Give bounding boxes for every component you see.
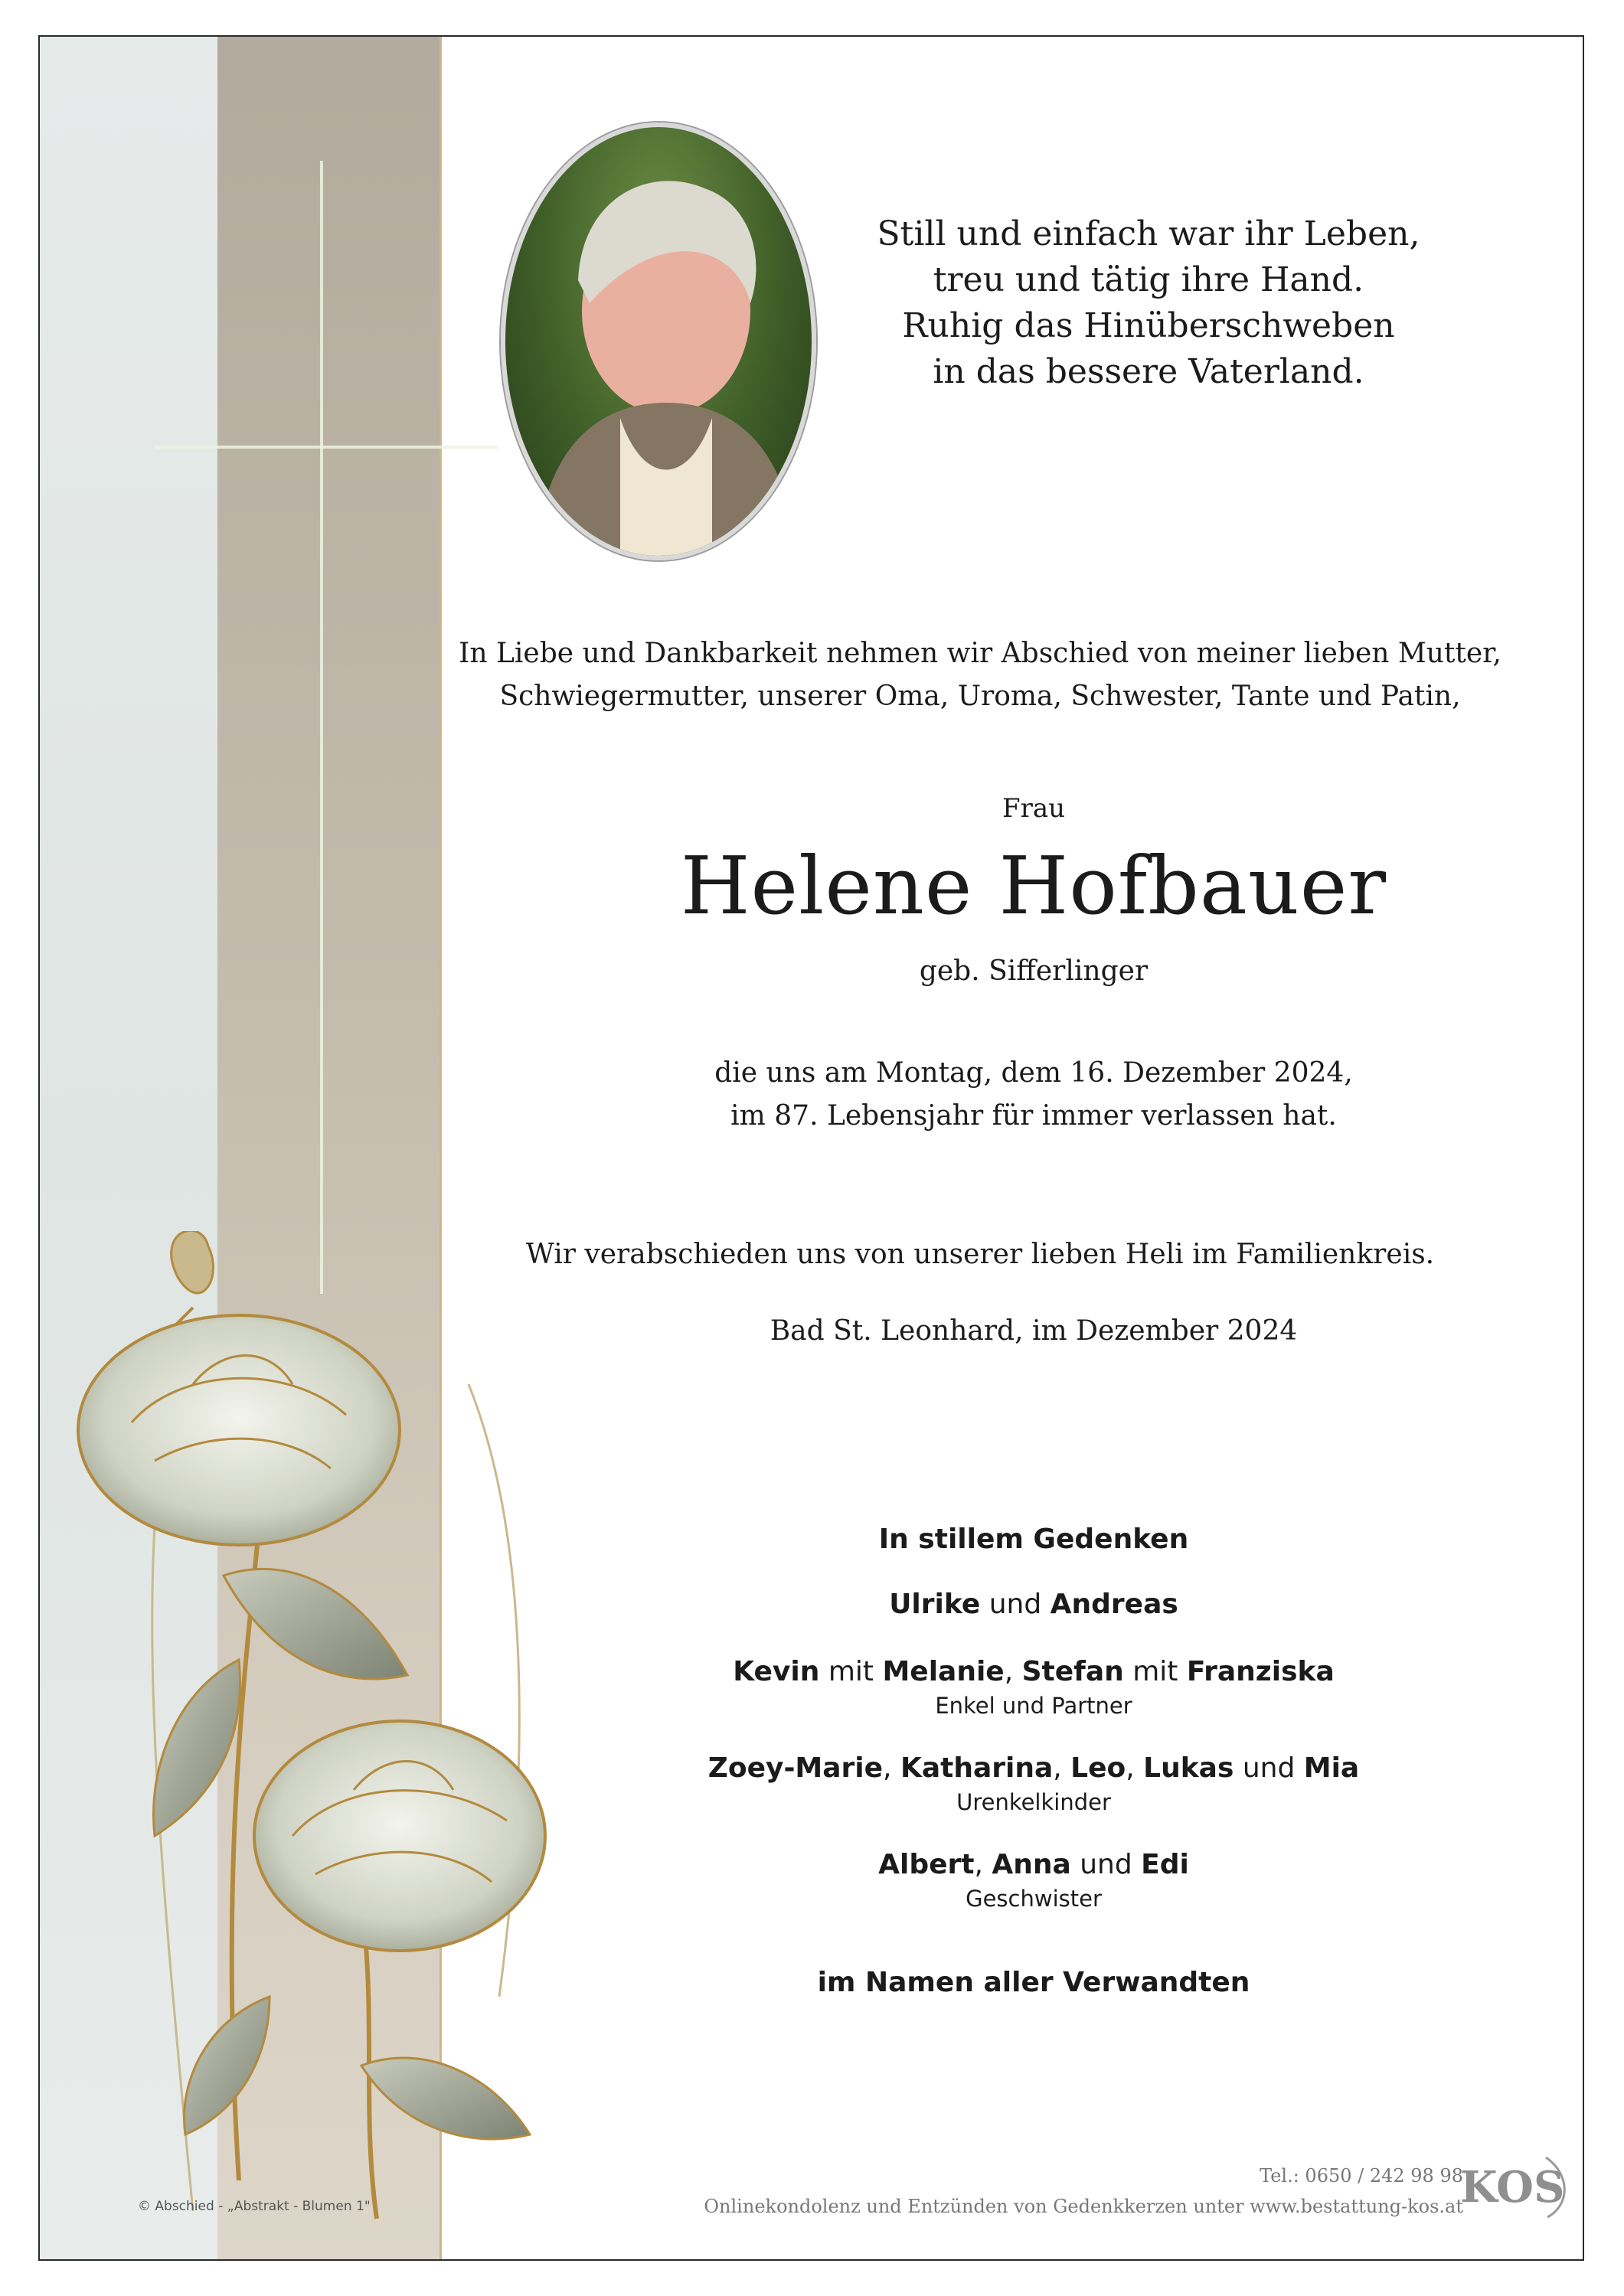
mourner-connector: und xyxy=(1070,1849,1142,1880)
mourner-group xyxy=(536,1846,1531,1913)
contact-info xyxy=(704,2160,1463,2222)
mourner-name: Katharina xyxy=(900,1752,1054,1784)
intro-line: In Liebe und Dankbarkeit nehmen wir Abschied von meiner lieben Mutter, xyxy=(459,638,1501,669)
mourner-group xyxy=(536,1653,1531,1720)
mourner-name: Ulrike xyxy=(889,1589,981,1620)
mourner-connector: , xyxy=(883,1752,900,1784)
mourner-name: Albert xyxy=(878,1849,975,1880)
place-date: Bad St. Leonhard, im Dezember 2024 xyxy=(770,1315,1298,1347)
mourner-connector: , xyxy=(1126,1752,1144,1784)
mourners-heading: In stillem Gedenken xyxy=(878,1524,1189,1555)
poem-line: treu und tätig ihre Hand. xyxy=(933,260,1364,299)
mourner-names xyxy=(536,1846,1531,1884)
mourner-name: Melanie xyxy=(882,1656,1005,1687)
mourner-name: Lukas xyxy=(1143,1752,1234,1784)
condolence-note: Onlinekondolenz und Entzünden von Gedenkkerzen unter www.bestattung-kos.at xyxy=(704,2196,1463,2217)
mourner-names xyxy=(536,1749,1531,1788)
mourner-connector: und xyxy=(1234,1752,1304,1784)
mourner-names xyxy=(536,1586,1531,1624)
mourner-role: Enkel und Partner xyxy=(935,1693,1132,1719)
mourner-connector: , xyxy=(1004,1656,1022,1687)
mourner-name: Andreas xyxy=(1050,1589,1178,1620)
mourner-role: Urenkelkinder xyxy=(956,1789,1111,1815)
portrait-illustration xyxy=(505,127,812,556)
logo-text: KOS xyxy=(1460,2162,1565,2213)
mourner-connector: mit xyxy=(819,1656,883,1687)
deceased-name: Helene Hofbauer xyxy=(680,839,1387,932)
poem-line: Ruhig das Hinüberschweben xyxy=(902,306,1395,345)
mourner-name: Zoey-Marie xyxy=(707,1752,884,1784)
mourners-list xyxy=(536,1524,1531,1998)
death-line: die uns am Montag, dem 16. Dezember 2024, xyxy=(714,1057,1353,1089)
mourner-name: Mia xyxy=(1303,1752,1360,1784)
salutation: Frau xyxy=(1002,793,1065,824)
mourner-name: Stefan xyxy=(1021,1656,1124,1687)
poem-line: in das bessere Vaterland. xyxy=(933,352,1364,391)
mourner-role: Geschwister xyxy=(966,1886,1102,1912)
mourner-name: Kevin xyxy=(733,1656,820,1687)
mourner-connector: , xyxy=(1053,1752,1071,1784)
cross-vertical-bar xyxy=(320,161,323,1294)
mourner-name: Edi xyxy=(1141,1849,1189,1880)
mourner-groups xyxy=(536,1586,1531,1913)
mourner-name: Franziska xyxy=(1186,1656,1335,1687)
mourner-group xyxy=(536,1586,1531,1624)
design-copyright: © Abschied - „Abstrakt - Blumen 1" xyxy=(138,2199,371,2214)
intro-line: Schwiegermutter, unserer Oma, Uroma, Schwester, Tante und Patin, xyxy=(499,681,1461,712)
maiden-name: geb. Sifferlinger xyxy=(919,955,1149,987)
farewell-statement: Wir verabschieden uns von unserer lieben Heli im Familienkreis. xyxy=(525,1239,1435,1270)
portrait-photo xyxy=(501,122,816,560)
mourner-connector: und xyxy=(980,1589,1051,1620)
mourner-connector: mit xyxy=(1123,1656,1187,1687)
mourner-name: Leo xyxy=(1070,1752,1126,1784)
mourners-footer: im Namen aller Verwandten xyxy=(817,1967,1250,1998)
death-line: im 87. Lebensjahr für immer verlassen hat. xyxy=(730,1100,1337,1132)
poem-line: Still und einfach war ihr Leben, xyxy=(877,214,1420,253)
memorial-poem xyxy=(842,211,1455,395)
rose-illustration xyxy=(40,1231,622,2226)
mourner-name: Anna xyxy=(992,1849,1071,1880)
mourner-group xyxy=(536,1749,1531,1817)
death-notice xyxy=(536,1052,1531,1138)
mourner-names xyxy=(536,1653,1531,1691)
cross-horizontal-bar xyxy=(155,446,498,449)
mourner-connector: , xyxy=(974,1849,992,1880)
phone-number: Tel.: 0650 / 242 98 98 xyxy=(1260,2165,1463,2187)
farewell-intro xyxy=(429,632,1531,718)
kos-logo xyxy=(1456,2151,1570,2220)
